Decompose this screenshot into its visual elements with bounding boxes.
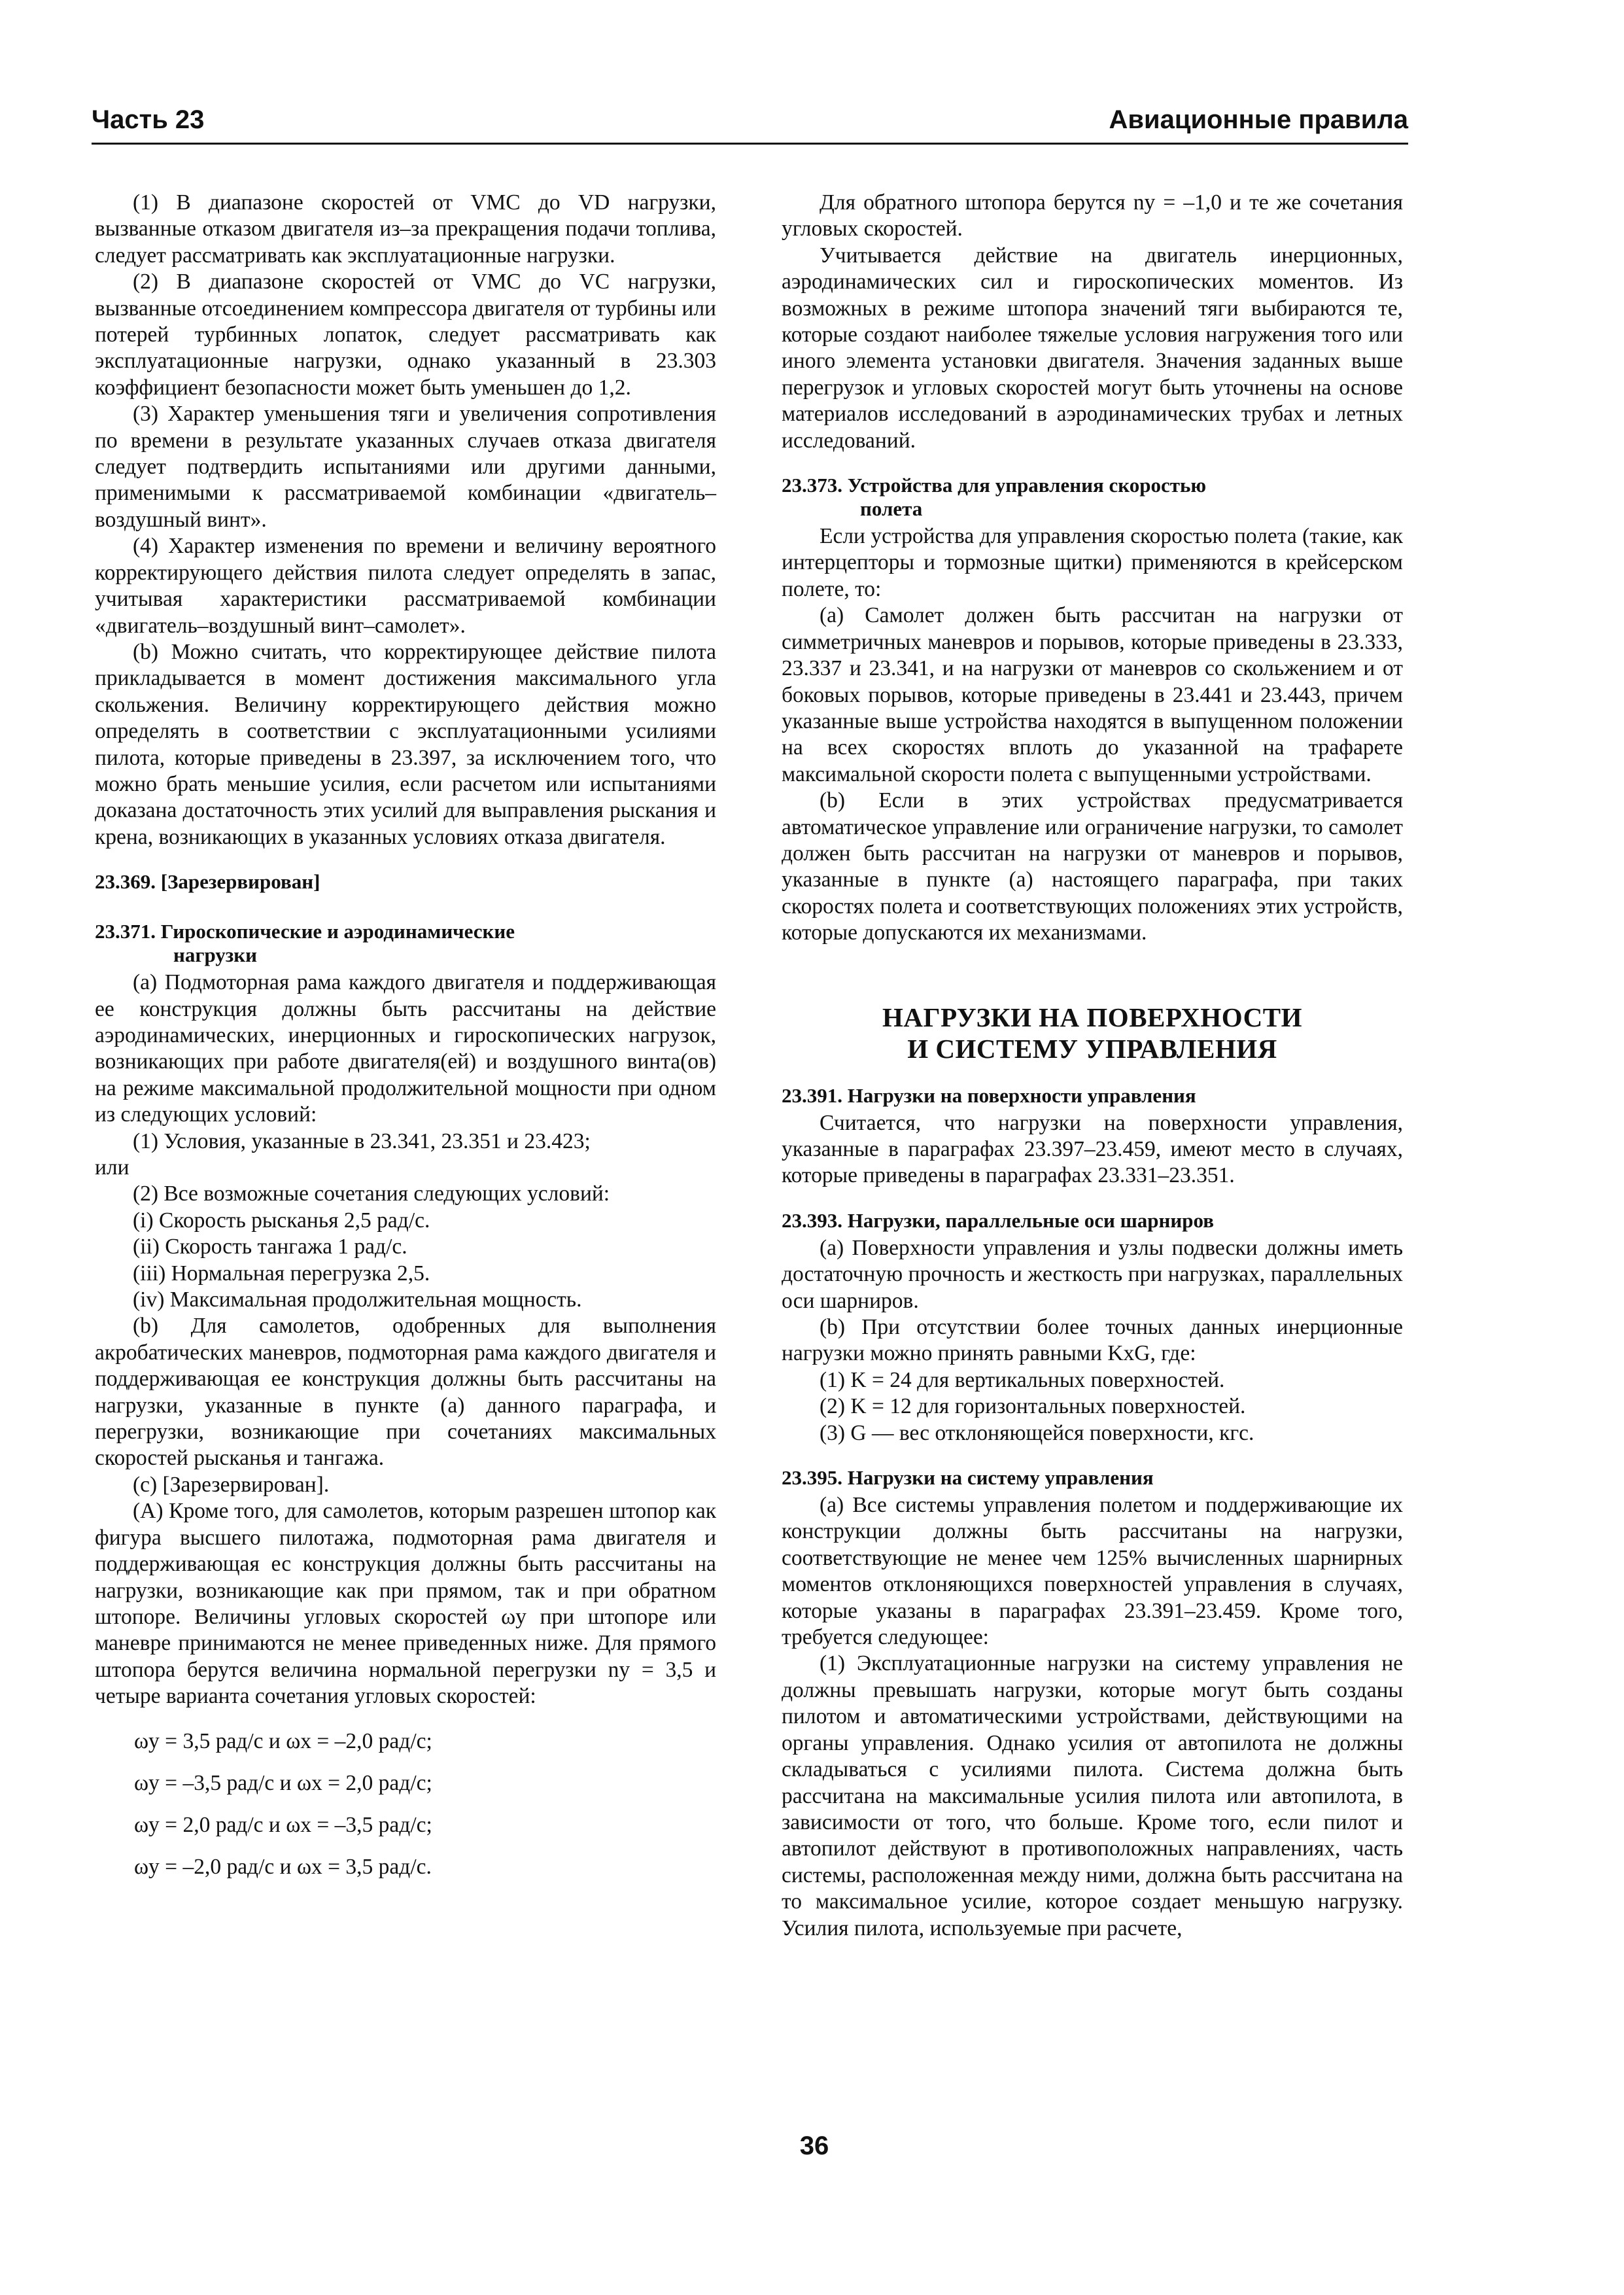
paragraph: (iv) Максимальная продолжительная мощность.	[133, 1288, 582, 1312]
paragraph: (а) Подмоторная рама каждого двигателя и поддерживающая ее конструкция должны быть рассчитаны на действие аэродинамических, инерционных и гироскопических нагрузок, возникающих при работе двигателя(ей) и воздушного винта(ов) на режиме максимальной продолжительной мощности при одном из следующих условий:	[95, 970, 716, 1127]
paragraph: (i) Скорость рысканья 2,5 рад/с.	[133, 1208, 430, 1233]
paragraph: (а) Все системы управления полетом и поддерживающие их конструкции должны быть рассчитаны на нагрузки, соответствующие не менее чем 125% вычисленных шарнирных моментов отклоняющихся поверхностей управления в случаях, которые указаны в параграфах 23.391–23.459. Кроме того, требуется следующее:	[782, 1493, 1403, 1650]
section-heading-23-371	[95, 920, 716, 967]
section-number: 23.371.	[95, 920, 156, 943]
paragraph: (4) Характер изменения по времени и величину вероятного корректирующего действия пилота следует определять в запас, учитывая характеристики рассматриваемой комбинации «двигатель–воздушный винт–самолет».	[95, 534, 716, 638]
header-part-label: Часть 23	[92, 105, 205, 134]
formula: ωy = 3,5 рад/с и ωx = –2,0 рад/с;	[134, 1728, 432, 1753]
section-heading-23-395: 23.395. Нагрузки на систему управления	[782, 1466, 1154, 1490]
header-title: Авиационные правила	[1109, 105, 1408, 134]
paragraph: (2) K = 12 для горизонтальных поверхностей.	[820, 1394, 1246, 1419]
paragraph: или	[95, 1155, 130, 1180]
paragraph: (ii) Скорость тангажа 1 рад/с.	[133, 1235, 407, 1259]
paragraph: Если устройства для управления скоростью полета (такие, как интерцепторы и тормозные щитки) применяются в крейсерском полете, то:	[782, 524, 1403, 601]
paragraph: (1) В диапазоне скоростей от VMC до VD нагрузки, вызванные отказом двигателя из–за прекращения подачи топлива, следует рассматривать как эксплуатационные нагрузки.	[95, 190, 716, 268]
paragraph: (3) Характер уменьшения тяги и увеличения сопротивления по времени в результате указанных случаев отказа двигателя следует подтвердить испытаниями или другими данными, применимыми к рассматриваемой комбинации «двигатель–воздушный винт».	[95, 402, 716, 532]
chapter-title	[782, 1002, 1403, 1064]
section-title: Устройства для управления скоростью	[847, 474, 1207, 497]
paragraph: (2) Все возможные сочетания следующих условий:	[133, 1182, 610, 1206]
formula: ωy = –3,5 рад/с и ωx = 2,0 рад/с;	[134, 1770, 432, 1795]
section-heading-23-373	[782, 474, 1403, 521]
chapter-title-line-2: И СИСТЕМУ УПРАВЛЕНИЯ	[907, 1033, 1277, 1064]
section-heading-23-391: 23.391. Нагрузки на поверхности управления	[782, 1083, 1196, 1107]
paragraph: Для обратного штопора берутся ny = –1,0 и те же сочетания угловых скоростей.	[782, 190, 1403, 241]
section-heading-23-393: 23.393. Нагрузки, параллельные оси шарниров	[782, 1208, 1214, 1232]
right-column	[782, 190, 1403, 1942]
paragraph: (b) Для самолетов, одобренных для выполнения акробатических маневров, подмоторная рама каждого двигателя и поддерживающая ее конструкция должны быть рассчитаны на нагрузки, указанные в пункте (а) данного параграфа, и перегрузки, возникающие при сочетаниях максимальных скоростей рысканья и тангажа.	[95, 1314, 716, 1471]
formula: ωy = –2,0 рад/с и ωx = 3,5 рад/с.	[134, 1854, 432, 1879]
paragraph: (1) Эксплуатационные нагрузки на систему управления не должны превышать нагрузки, которые могут быть созданы пилотом и автоматическими устройствами, действующими на органы управления. Однако усилия от автопилота не должны складываться с усилиями пилота. Система должна быть рассчитана на максимальные усилия пилота или автопилота, в зависимости от того, что больше. Кроме того, если пилот и автопилот действуют в противоположных направлениях, часть системы, расположенная между ними, должна быть рассчитана на то максимальное усилие, которое создает меньшую нагрузку. Усилия пилота, используемые при расчете,	[782, 1651, 1403, 1940]
paragraph: (b) При отсутствии более точных данных инерционные нагрузки можно принять равными KxG, где:	[782, 1315, 1403, 1366]
section-title-cont: полета	[860, 497, 923, 521]
formula: ωy = 2,0 рад/с и ωx = –3,5 рад/с;	[134, 1812, 432, 1837]
section-title-cont: нагрузки	[173, 943, 257, 967]
paragraph: (b) Можно считать, что корректирующее действие пилота прикладывается в момент достижения максимального угла скольжения. Величину корректирующего действия можно определять в соответствии с эксплуатационными усилиями пилота, которые приведены в 23.397, за исключением того, что можно брать меньшие усилия, если расчетом или испытаниями доказана достаточность этих усилий для выправления рыскания и крена, возникающих в указанных условиях отказа двигателя.	[95, 639, 716, 849]
paragraph: Учитывается действие на двигатель инерционных, аэродинамических сил и гироскопических моментов. Из возможных в режиме штопора значений тяги выбираются те, которые создают наиболее тяжелые условия нагружения того или иного элемента установки двигателя. Значения заданных выше перегрузок и угловых скоростей могут быть уточнены на основе материалов исследований в аэродинамических трубах и летных исследований.	[782, 243, 1403, 453]
paragraph: Считается, что нагрузки на поверхности управления, указанные в параграфах 23.397–23.459, имеют место в случаях, которые приведены в параграфах 23.331–23.351.	[782, 1110, 1403, 1188]
paragraph: (2) В диапазоне скоростей от VMC до VC нагрузки, вызванные отсоединением компрессора двигателя от турбины или потерей турбинных лопаток, следует рассматривать как эксплуатационные нагрузки, однако указанный в 23.303 коэффициент безопасности может быть уменьшен до 1,2.	[95, 270, 716, 400]
page-number: 36	[799, 2131, 829, 2160]
paragraph: (3) G — вес отклоняющейся поверхности, кгс.	[820, 1420, 1254, 1445]
paragraph: (с) [Зарезервирован].	[133, 1472, 330, 1497]
chapter-title-line-1: НАГРУЗКИ НА ПОВЕРХНОСТИ	[882, 1002, 1302, 1032]
left-column	[95, 190, 716, 1895]
paragraph: (а) Самолет должен быть рассчитан на нагрузки от симметричных маневров и порывов, которые приведены в 23.333, 23.337 и 23.341, и на нагрузки от маневров со скольжением и от боковых порывов, которые приведены в 23.441 и 23.443, причем указанные выше устройства находятся в выпущенном положении на всех скоростях вплоть до указанной на трафарете максимальной скорости полета с выпущенными устройствами.	[782, 603, 1403, 786]
paragraph: (1) K = 24 для вертикальных поверхностей.	[820, 1367, 1225, 1392]
page-header	[92, 103, 1408, 145]
paragraph: (А) Кроме того, для самолетов, которым разрешен штопор как фигура высшего пилотажа, подмоторная рама двигателя и поддерживающая ес конструкция должны быть рассчитаны на нагрузки, возникающие как при прямом, так и при обратном штопоре. Величины угловых скоростей ωy при штопоре или маневре принимаются не менее приведенных ниже. Для прямого штопора берутся величина нормальной перегрузки ny = 3,5 и четыре варианта сочетания угловых скоростей:	[95, 1499, 716, 1709]
section-title: Гироскопические и аэродинамические	[160, 920, 515, 943]
paragraph: (iii) Нормальная перегрузка 2,5.	[133, 1261, 430, 1286]
paragraph: (1) Условия, указанные в 23.341, 23.351 и 23.423;	[133, 1129, 591, 1153]
section-number: 23.373.	[782, 474, 842, 497]
section-heading-23-369: 23.369. [Зарезервирован]	[95, 870, 320, 894]
paragraph: (а) Поверхности управления и узлы подвески должны иметь достаточную прочность и жесткость при нагрузках, параллельных оси шарниров.	[782, 1235, 1403, 1313]
paragraph: (b) Если в этих устройствах предусматривается автоматическое управление или ограничение нагрузки, то самолет должен быть рассчитан на нагрузки от маневров и порывов, указанные в пункте (а) настоящего параграфа, при таких скоростях полета и соответствующих положениях этих устройств, которые допускаются их механизмами.	[782, 788, 1403, 945]
